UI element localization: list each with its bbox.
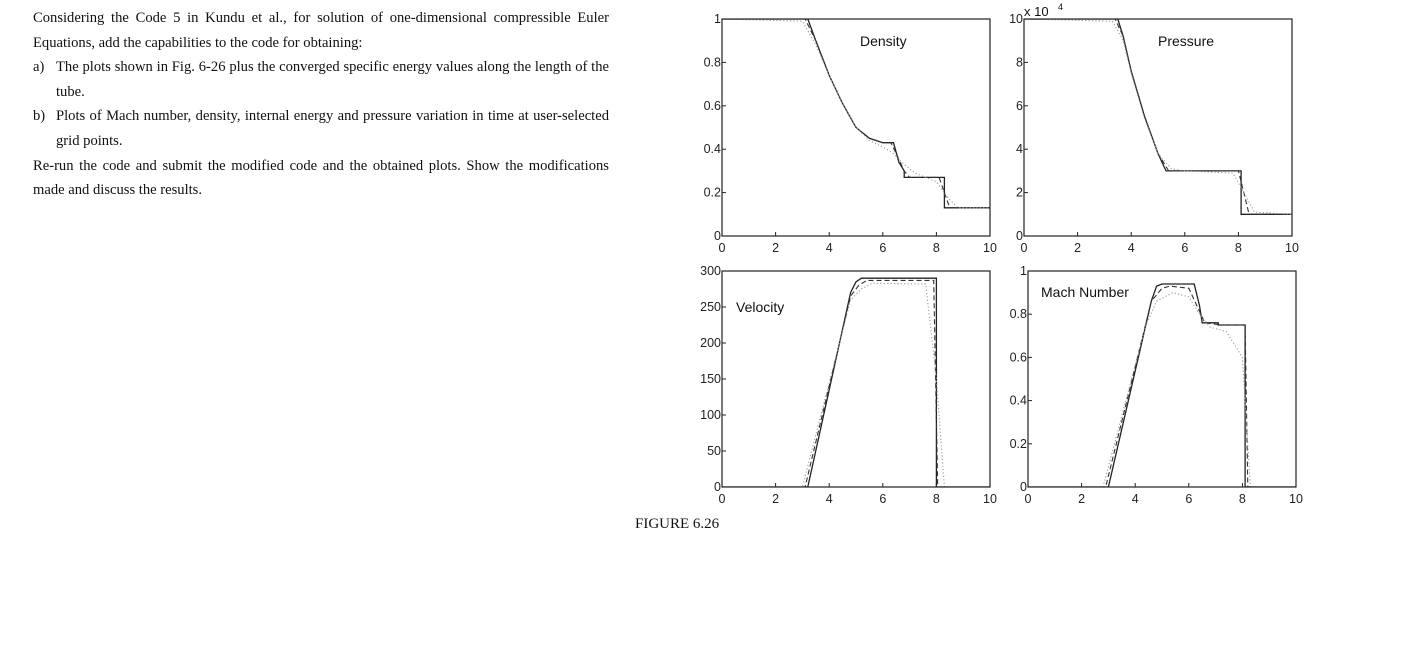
- x-tick-label: 0: [718, 241, 726, 255]
- y-tick-label: 0.6: [703, 98, 721, 113]
- y-tick-label: 50: [707, 444, 721, 458]
- x-tick-label: 2: [772, 492, 780, 506]
- x-tick-label: 10: [1285, 241, 1299, 255]
- x-tick-label: 8: [932, 492, 940, 506]
- x-tick-label: 4: [825, 492, 833, 506]
- x-tick-label: 10: [1289, 492, 1303, 506]
- y-tick-label: 1: [714, 12, 721, 26]
- series-line-dashed: [1028, 286, 1296, 487]
- item-label: b): [33, 108, 46, 125]
- series-line-dashed: [722, 19, 990, 208]
- x-tick-label: 8: [1238, 492, 1246, 506]
- y-tick-label: 2: [1016, 185, 1023, 200]
- x-tick-label: 6: [1185, 492, 1193, 506]
- y-tick-label: 0.2: [703, 185, 721, 200]
- y-exponent-label: x 10: [1024, 4, 1049, 19]
- y-tick-label: 10: [1009, 12, 1023, 26]
- y-tick-label: 0.2: [1009, 436, 1027, 451]
- chart-title: Velocity: [736, 299, 785, 315]
- x-tick-label: 10: [983, 241, 997, 255]
- chart-title: Mach Number: [1041, 284, 1129, 300]
- x-tick-label: 6: [879, 492, 887, 506]
- x-tick-label: 4: [1131, 492, 1139, 506]
- chart-panel: [704, 12, 997, 255]
- x-tick-label: 2: [772, 241, 780, 255]
- y-tick-label: 100: [700, 408, 721, 422]
- y-tick-label: 0.8: [1009, 307, 1027, 322]
- y-tick-label: 0.6: [1009, 350, 1027, 365]
- y-tick-label: 6: [1016, 98, 1023, 113]
- x-tick-label: 6: [879, 241, 887, 255]
- y-tick-label: 200: [700, 336, 721, 350]
- x-tick-label: 10: [983, 492, 997, 506]
- y-tick-label: 0: [1020, 480, 1027, 494]
- x-tick-label: 6: [1181, 241, 1189, 255]
- y-tick-label: 250: [700, 300, 721, 314]
- chart-panel: [1010, 264, 1303, 506]
- intro-paragraph: Considering the Code 5 in Kundu et al., for solution of one-dimensional compressible Euler Equations, add the capabilities to the code for obtaining:: [33, 10, 609, 51]
- y-exponent-power: 4: [1058, 2, 1064, 12]
- x-tick-label: 4: [825, 241, 833, 255]
- y-tick-label: 0.4: [703, 142, 721, 157]
- series-line-solid: [722, 19, 990, 208]
- series-line-solid: [1028, 284, 1296, 487]
- y-tick-label: 8: [1016, 55, 1023, 70]
- figure-caption: FIGURE 6.26: [635, 516, 720, 532]
- y-tick-label: 0: [1016, 229, 1023, 243]
- x-tick-label: 2: [1074, 241, 1082, 255]
- y-tick-label: 300: [700, 264, 721, 278]
- x-tick-label: 8: [932, 241, 940, 255]
- item-text: Plots of Mach number, density, internal energy and pressure variation in time at user-selected grid points.: [56, 108, 609, 149]
- x-tick-label: 2: [1078, 492, 1086, 506]
- chart-title: Pressure: [1158, 33, 1215, 49]
- item-label: a): [33, 59, 45, 76]
- chart-title: Density: [860, 33, 907, 49]
- series-line-dotted: [722, 19, 990, 208]
- chart-panel: [1009, 2, 1299, 255]
- x-tick-label: 0: [718, 492, 726, 506]
- x-tick-label: 0: [1020, 241, 1028, 255]
- y-tick-label: 4: [1016, 142, 1023, 157]
- y-tick-label: 0: [714, 480, 721, 494]
- x-tick-label: 0: [1024, 492, 1032, 506]
- y-tick-label: 1: [1020, 264, 1027, 278]
- closing-paragraph: Re-run the code and submit the modified code and the obtained plots. Show the modifications made and discuss the results.: [33, 157, 609, 199]
- plot-frame: [1028, 271, 1296, 487]
- chart-panel: [700, 264, 997, 506]
- series-line-dotted: [1028, 293, 1296, 487]
- x-tick-label: 4: [1127, 241, 1135, 255]
- y-tick-label: 0: [714, 229, 721, 243]
- y-tick-label: 150: [700, 372, 721, 386]
- y-tick-label: 0.8: [703, 55, 721, 70]
- y-tick-label: 0.4: [1009, 393, 1027, 408]
- item-text: The plots shown in Fig. 6-26 plus the converged specific energy values along the length of the tube.: [56, 59, 609, 100]
- x-tick-label: 8: [1234, 241, 1242, 255]
- plot-frame: [1024, 19, 1292, 236]
